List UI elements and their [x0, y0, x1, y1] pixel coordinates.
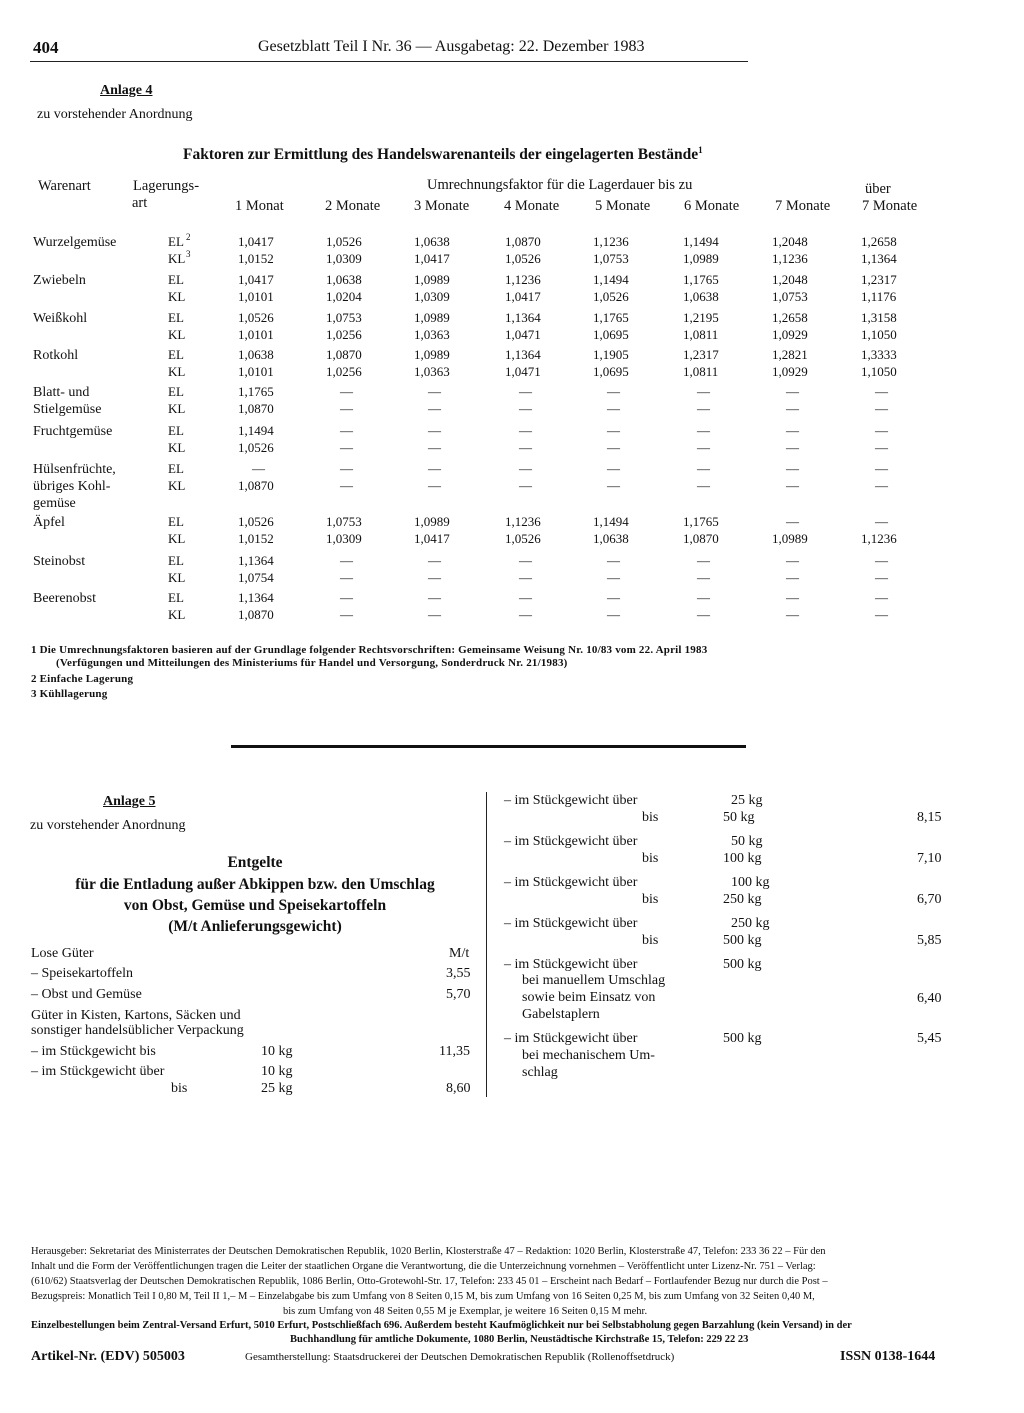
r5-line-3: sowie beim Einsatz von: [522, 990, 656, 1005]
factor-cell: —: [786, 607, 799, 622]
factor-cell: 1,1236: [593, 234, 629, 249]
factor-cell: —: [428, 461, 441, 476]
header-rule: [30, 61, 748, 62]
factor-cell: 1,1494: [593, 514, 629, 529]
imprint-line: Herausgeber: Sekretariat des Ministerrates der Deutschen Demokratischen Republik, 1020 Berlin, Klosterstraße 47 – Redaktion: 1020 Berlin, Klosterstraße 47, Telefon: 233 36 22 – Für den: [31, 1246, 826, 1257]
month-header: 1 Monat: [235, 198, 284, 214]
issn: ISSN 0138-1644: [840, 1349, 936, 1364]
factor-cell: 1,0989: [683, 251, 719, 266]
l2-value: 8,60: [446, 1081, 471, 1096]
page-number: 404: [33, 38, 59, 57]
factor-cell: 1,0526: [326, 234, 362, 249]
right-kg1: 50 kg: [731, 834, 763, 849]
factor-cell: 1,1176: [861, 289, 897, 304]
factor-cell: —: [519, 423, 532, 438]
lagerungsart-el: EL: [168, 272, 184, 287]
kl-sup: 3: [186, 249, 191, 259]
factor-cell: 1,1236: [861, 531, 897, 546]
factor-cell: 1,0204: [326, 289, 362, 304]
factor-cell: 1,1050: [861, 327, 897, 342]
factor-cell: —: [519, 440, 532, 455]
factor-cell: 1,0870: [238, 401, 274, 416]
imprint-line: Bezugspreis: Monatlich Teil I 0,80 M, Teil II 1,– M – Einzelabgabe bis zum Umfang von 8 Seiten 0,15 M, bis zum Umfang von 16 Seiten 0,25 M, bis zum Umfang von 32 Seiten 0,40 M,: [31, 1291, 815, 1302]
footnote: 2 Einfache Lagerung: [31, 673, 134, 685]
lose-gueter: Lose Güter: [31, 946, 94, 961]
factor-cell: 1,0526: [505, 531, 541, 546]
right-kg2: 250 kg: [723, 892, 762, 907]
factor-cell: —: [340, 461, 353, 476]
factor-cell: 1,0638: [238, 347, 274, 362]
factor-cell: 1,0989: [414, 272, 450, 287]
factor-cell: —: [607, 461, 620, 476]
factor-cell: —: [607, 401, 620, 416]
factor-cell: —: [786, 461, 799, 476]
factor-cell: 1,0870: [238, 607, 274, 622]
lagerungsart-kl: KL: [168, 401, 186, 416]
factor-cell: —: [786, 590, 799, 605]
right-bis: bis: [642, 810, 659, 825]
r5-value: 6,40: [917, 991, 942, 1006]
right-kg2: 100 kg: [723, 851, 762, 866]
factor-cell: 1,0870: [505, 234, 541, 249]
right-kg1: 100 kg: [731, 875, 770, 890]
right-kg2: 50 kg: [723, 810, 755, 825]
right-value: 7,10: [917, 851, 942, 866]
entgelte-heading-2: für die Entladung außer Abkippen bzw. den Umschlag: [75, 876, 435, 893]
factor-cell: 1,0309: [326, 531, 362, 546]
factor-cell: 1,0309: [414, 289, 450, 304]
factor-cell: 1,2048: [772, 234, 808, 249]
lagerungsart-kl: KL: [168, 478, 186, 493]
factor-cell: —: [607, 607, 620, 622]
factor-cell: 1,0753: [326, 514, 362, 529]
warenart-label: gemüse: [33, 496, 76, 511]
section-separator: [231, 745, 746, 748]
factor-cell: 1,2317: [683, 347, 719, 362]
col-lagerungsart-2: art: [132, 195, 148, 211]
warenart-label: Stielgemüse: [33, 402, 102, 417]
factor-cell: —: [697, 570, 710, 585]
right-line-1: – im Stückgewicht über: [504, 875, 638, 890]
lagerungsart-kl: KL: [168, 607, 186, 622]
lagerungsart-kl: KL: [168, 531, 186, 546]
factor-cell: —: [428, 440, 441, 455]
month-header: 7 Monate: [775, 198, 831, 214]
factor-cell: 1,0753: [326, 310, 362, 325]
lagerungsart-kl: KL: [168, 251, 186, 266]
imprint-line: bis zum Umfang von 48 Seiten 0,55 M je Exemplar, je weitere 16 Seiten 0,15 M mehr.: [283, 1306, 648, 1317]
lagerungsart-el: EL: [168, 514, 184, 529]
factor-cell: —: [519, 401, 532, 416]
r5-line-1: – im Stückgewicht über: [504, 957, 638, 972]
month-header: 2 Monate: [325, 198, 381, 214]
right-value: 6,70: [917, 892, 942, 907]
factor-cell: —: [697, 461, 710, 476]
factor-cell: 1,0101: [238, 364, 274, 379]
speisekartoffeln: – Speisekartoffeln: [31, 966, 133, 981]
factor-cell: —: [340, 423, 353, 438]
lagerungsart-el: EL: [168, 234, 184, 249]
factor-cell: 1,0870: [326, 347, 362, 362]
factor-cell: —: [875, 607, 888, 622]
factor-cell: 1,0526: [505, 251, 541, 266]
obst-gemuese: – Obst und Gemüse: [31, 987, 142, 1002]
anlage4-subtitle: zu vorstehender Anordnung: [37, 107, 193, 122]
factor-cell: 1,0256: [326, 327, 362, 342]
factor-cell: 1,0638: [593, 531, 629, 546]
factor-cell: 1,0526: [593, 289, 629, 304]
lagerungsart-el: EL: [168, 461, 184, 476]
factor-cell: —: [607, 570, 620, 585]
factor-cell: —: [519, 570, 532, 585]
column-divider: [486, 792, 487, 1097]
factor-cell: —: [697, 607, 710, 622]
right-line-1: – im Stückgewicht über: [504, 834, 638, 849]
factor-cell: 1,0471: [505, 364, 541, 379]
factor-cell: —: [607, 590, 620, 605]
right-value: 8,15: [917, 810, 942, 825]
right-bis: bis: [642, 933, 659, 948]
factor-cell: 1,0638: [414, 234, 450, 249]
factor-cell: —: [875, 553, 888, 568]
imprint-line: (610/62) Staatsverlag der Deutschen Demokratischen Republik, 1086 Berlin, Otto-Grotewohl-Str. 17, Telefon: 233 45 01 – Erscheint nach Bedarf – Fortlaufender Bezug nur durch die Post –: [31, 1276, 828, 1287]
factor-cell: 1,0526: [238, 440, 274, 455]
warenart-label: Rotkohl: [33, 348, 79, 363]
factor-cell: —: [428, 590, 441, 605]
factor-cell: 1,1364: [238, 553, 274, 568]
factor-cell: 1,0811: [683, 327, 719, 342]
factor-cell: —: [428, 553, 441, 568]
factor-cell: —: [875, 384, 888, 399]
right-line-1: – im Stückgewicht über: [504, 916, 638, 931]
r6-line-1: – im Stückgewicht über: [504, 1031, 638, 1046]
factor-cell: 1,1494: [683, 234, 719, 249]
r6-line-2: bei mechanischem Um-: [522, 1048, 655, 1063]
factor-cell: 1,0754: [238, 570, 274, 585]
unit-header: M/t: [449, 946, 470, 961]
gueter-line-2: sonstiger handelsüblicher Verpackung: [31, 1023, 244, 1038]
lagerungsart-el: EL: [168, 347, 184, 362]
factor-cell: —: [697, 440, 710, 455]
warenart-label: Äpfel: [33, 515, 65, 530]
right-bis: bis: [642, 851, 659, 866]
factor-cell: —: [607, 423, 620, 438]
right-value: 5,85: [917, 933, 942, 948]
factor-cell: —: [340, 570, 353, 585]
factor-cell: —: [252, 461, 265, 476]
entgelte-heading-1: Entgelte: [227, 854, 283, 871]
lagerungsart-kl: KL: [168, 440, 186, 455]
factor-cell: 1,0256: [326, 364, 362, 379]
factor-cell: 1,0101: [238, 327, 274, 342]
factor-cell: —: [428, 570, 441, 585]
factor-cell: —: [607, 553, 620, 568]
right-kg2: 500 kg: [723, 933, 762, 948]
entgelte-heading-3: von Obst, Gemüse und Speisekartoffeln: [123, 897, 387, 914]
l2-bis: bis: [171, 1081, 188, 1096]
warenart-label: Weißkohl: [33, 311, 88, 326]
factor-cell: 1,0526: [238, 514, 274, 529]
factor-cell: —: [428, 607, 441, 622]
page-header-title: Gesetzblatt Teil I Nr. 36 — Ausgabetag: 22. Dezember 1983: [258, 38, 645, 55]
lagerungsart-el: EL: [168, 553, 184, 568]
factor-cell: 1,2821: [772, 347, 808, 362]
artikel-nr: Artikel-Nr. (EDV) 505003: [31, 1349, 185, 1364]
anlage4-label: Anlage 4: [100, 83, 153, 98]
factor-cell: 1,0695: [593, 364, 629, 379]
factor-cell: 1,0526: [238, 310, 274, 325]
factor-cell: —: [607, 384, 620, 399]
factor-cell: 1,0929: [772, 364, 808, 379]
factor-cell: —: [340, 590, 353, 605]
factor-cell: —: [340, 440, 353, 455]
factor-cell: —: [428, 384, 441, 399]
factor-cell: —: [519, 384, 532, 399]
factor-cell: 1,0638: [326, 272, 362, 287]
factor-cell: 1,0989: [414, 514, 450, 529]
factor-cell: 1,1905: [593, 347, 629, 362]
factor-cell: —: [697, 384, 710, 399]
col-lagerungsart-1: Lagerungs-: [133, 178, 200, 194]
factor-cell: 1,2658: [772, 310, 808, 325]
factor-cell: 1,0417: [238, 234, 274, 249]
factor-cell: 1,0152: [238, 251, 274, 266]
factor-cell: —: [428, 401, 441, 416]
factor-cell: 1,0638: [683, 289, 719, 304]
factor-cell: 1,1236: [772, 251, 808, 266]
lagerungsart-el: EL: [168, 423, 184, 438]
l2-label: – im Stückgewicht über: [31, 1064, 165, 1079]
lagerungsart-kl: KL: [168, 327, 186, 342]
factor-cell: 1,1236: [505, 272, 541, 287]
factor-cell: 1,0753: [772, 289, 808, 304]
right-line-1: – im Stückgewicht über: [504, 793, 638, 808]
obst-gemuese-value: 5,70: [446, 987, 471, 1002]
factor-cell: —: [875, 423, 888, 438]
factor-cell: 1,0309: [326, 251, 362, 266]
factor-cell: —: [875, 570, 888, 585]
factor-cell: 1,1765: [593, 310, 629, 325]
factor-cell: 1,2195: [683, 310, 719, 325]
factor-cell: —: [340, 478, 353, 493]
factor-cell: 1,0989: [414, 310, 450, 325]
factor-cell: —: [340, 553, 353, 568]
factor-cell: 1,0101: [238, 289, 274, 304]
factor-cell: —: [428, 478, 441, 493]
factor-cell: 1,0989: [772, 531, 808, 546]
factor-cell: —: [697, 553, 710, 568]
factor-cell: —: [786, 514, 799, 529]
factor-cell: 1,1494: [238, 423, 274, 438]
entgelte-heading-4: (M/t Anlieferungsgewicht): [168, 918, 342, 935]
warenart-label: Steinobst: [33, 554, 86, 569]
factor-cell: —: [607, 478, 620, 493]
lagerungsart-el: EL: [168, 310, 184, 325]
factor-cell: 1,1364: [238, 590, 274, 605]
factor-cell: 1,0363: [414, 327, 450, 342]
factor-cell: —: [786, 570, 799, 585]
factor-cell: —: [875, 478, 888, 493]
right-kg1: 250 kg: [731, 916, 770, 931]
r5-kg: 500 kg: [723, 957, 762, 972]
factor-cell: —: [340, 384, 353, 399]
lagerungsart-kl: KL: [168, 570, 186, 585]
el-sup: 2: [186, 232, 191, 242]
factor-cell: —: [697, 401, 710, 416]
month-header: 6 Monate: [684, 198, 740, 214]
speisekartoffeln-value: 3,55: [446, 966, 471, 981]
factor-cell: —: [875, 440, 888, 455]
factor-cell: 1,0870: [683, 531, 719, 546]
col-group-header: Umrechnungsfaktor für die Lagerdauer bis zu: [427, 177, 693, 193]
lagerungsart-kl: KL: [168, 289, 186, 304]
warenart-label: übriges Kohl-: [33, 479, 111, 494]
factor-cell: 1,2658: [861, 234, 897, 249]
factor-cell: —: [786, 553, 799, 568]
factor-cell: —: [875, 461, 888, 476]
factor-cell: —: [875, 401, 888, 416]
imprint-line: Inhalt und die Form der Veröffentlichungen tragen die Leiter der staatlichen Organe die Verantwortung, die die Unterzeichnung vornehmen – Veröffentlicht unter Lizenz-Nr. 751 – Verlag:: [31, 1261, 816, 1272]
warenart-label: Blatt- und: [33, 385, 90, 400]
factor-cell: 1,1364: [861, 251, 897, 266]
gueter-line-1: Güter in Kisten, Kartons, Säcken und: [31, 1008, 241, 1023]
r6-kg: 500 kg: [723, 1031, 762, 1046]
factor-cell: 1,0471: [505, 327, 541, 342]
factor-cell: —: [340, 607, 353, 622]
factor-cell: —: [340, 401, 353, 416]
factor-cell: 1,0870: [238, 478, 274, 493]
warenart-label: Fruchtgemüse: [33, 424, 113, 439]
footnote: (Verfügungen und Mitteilungen des Ministeriums für Handel und Versorgung, Sonderdruck Nr. 21/1983): [56, 657, 568, 669]
gesamtherstellung: Gesamtherstellung: Staatsdruckerei der Deutschen Demokratischen Republik (Rollenoffsetdruck): [245, 1351, 675, 1363]
factor-cell: 1,0989: [414, 347, 450, 362]
factor-cell: —: [519, 478, 532, 493]
factor-cell: 1,0417: [414, 251, 450, 266]
factor-cell: 1,3158: [861, 310, 897, 325]
l2-kg1: 10 kg: [261, 1064, 293, 1079]
factor-cell: 1,0152: [238, 531, 274, 546]
factor-cell: —: [697, 478, 710, 493]
factor-cell: 1,0417: [414, 531, 450, 546]
factor-cell: 1,1050: [861, 364, 897, 379]
factor-cell: 1,0929: [772, 327, 808, 342]
factor-cell: 1,0417: [238, 272, 274, 287]
factor-cell: 1,0695: [593, 327, 629, 342]
factor-cell: —: [875, 514, 888, 529]
factor-cell: 1,1494: [593, 272, 629, 287]
factor-cell: —: [607, 440, 620, 455]
lagerungsart-kl: KL: [168, 364, 186, 379]
l1-kg: 10 kg: [261, 1044, 293, 1059]
table-title: Faktoren zur Ermittlung des Handelswarenanteils der eingelagerten Bestände$^1$: [183, 145, 703, 164]
lagerungsart-el: EL: [168, 384, 184, 399]
warenart-label: Wurzelgemüse: [33, 235, 117, 250]
factor-cell: —: [428, 423, 441, 438]
factor-cell: —: [519, 590, 532, 605]
factor-cell: 1,2048: [772, 272, 808, 287]
l2-kg2: 25 kg: [261, 1081, 293, 1096]
factor-cell: —: [786, 401, 799, 416]
anlage5-label: Anlage 5: [103, 794, 156, 809]
factor-cell: —: [786, 384, 799, 399]
r6-value: 5,45: [917, 1031, 942, 1046]
factor-cell: 1,1765: [683, 514, 719, 529]
r5-line-4: Gabelstaplern: [522, 1007, 600, 1022]
right-kg1: 25 kg: [731, 793, 763, 808]
footnote: 3 Kühllagerung: [31, 688, 108, 700]
warenart-label: Beerenobst: [33, 591, 96, 606]
factor-cell: 1,3333: [861, 347, 897, 362]
footnote: 1 Die Umrechnungsfaktoren basieren auf der Grundlage folgender Rechtsvorschriften: Gemeinsame Weisung Nr. 10/83 vom 22. April 1983: [31, 644, 708, 656]
factor-cell: —: [519, 553, 532, 568]
factor-cell: 1,1364: [505, 347, 541, 362]
factor-cell: —: [519, 607, 532, 622]
col-warenart: Warenart: [38, 178, 91, 194]
factor-cell: —: [697, 423, 710, 438]
factor-cell: 1,1765: [238, 384, 274, 399]
l1-label: – im Stückgewicht bis: [31, 1044, 156, 1059]
factor-cell: —: [519, 461, 532, 476]
factor-cell: 1,0811: [683, 364, 719, 379]
factor-cell: —: [697, 590, 710, 605]
month-header: 5 Monate: [595, 198, 651, 214]
col-ueber-1: über: [865, 181, 891, 197]
col-ueber-2: 7 Monate: [862, 198, 918, 214]
factor-cell: 1,1236: [505, 514, 541, 529]
factor-cell: 1,2317: [861, 272, 897, 287]
factor-cell: —: [786, 478, 799, 493]
imprint-bold-line: Buchhandlung für amtliche Dokumente, 1080 Berlin, Neustädtische Kirchstraße 15, Telefon: 229 22 23: [290, 1334, 749, 1345]
factor-cell: —: [786, 440, 799, 455]
month-header: 3 Monate: [414, 198, 470, 214]
factor-cell: 1,1765: [683, 272, 719, 287]
factor-cell: —: [786, 423, 799, 438]
factor-cell: 1,0417: [505, 289, 541, 304]
anlage5-subtitle: zu vorstehender Anordnung: [30, 818, 186, 833]
factor-cell: —: [875, 590, 888, 605]
lagerungsart-el: EL: [168, 590, 184, 605]
right-bis: bis: [642, 892, 659, 907]
r5-line-2: bei manuellem Umschlag: [522, 973, 666, 988]
r6-line-3: schlag: [522, 1065, 558, 1080]
month-header: 4 Monate: [504, 198, 560, 214]
factor-cell: 1,0363: [414, 364, 450, 379]
l1-value: 11,35: [439, 1044, 470, 1059]
warenart-label: Hülsenfrüchte,: [33, 462, 116, 477]
imprint-bold-line: Einzelbestellungen beim Zentral-Versand Erfurt, 5010 Erfurt, Postschließfach 696. Außerdem besteht Kaufmöglichkeit nur bei Selbstabholung gegen Barzahlung (kein Versand) in der: [31, 1320, 852, 1331]
factor-cell: 1,0753: [593, 251, 629, 266]
warenart-label: Zwiebeln: [33, 273, 86, 288]
factor-cell: 1,1364: [505, 310, 541, 325]
